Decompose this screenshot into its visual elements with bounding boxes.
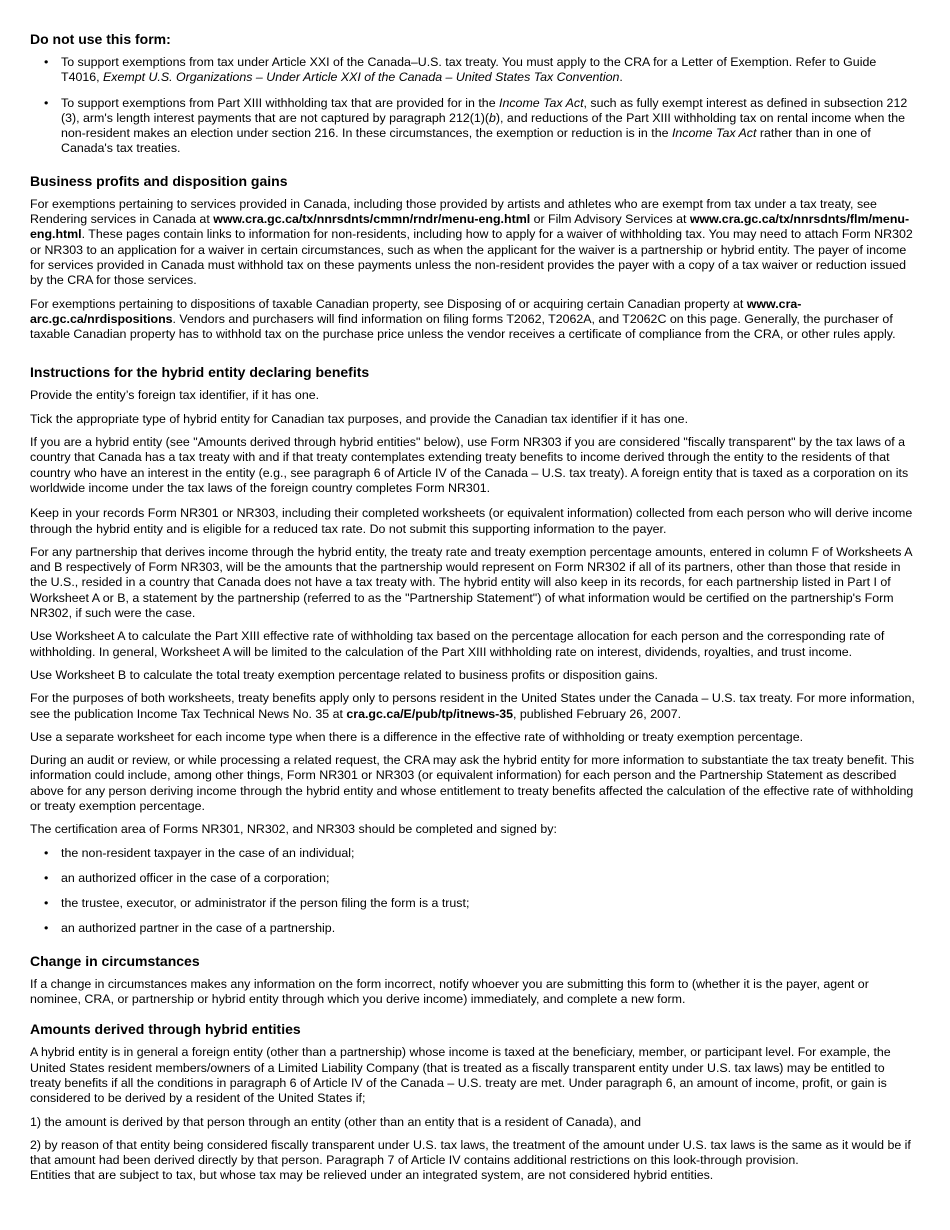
paragraph: Entities that are subject to tax, but whose tax may be relieved under an integrated system, are not considered hybrid entities.: [30, 1168, 714, 1183]
list-item: • To support exemptions from Part XIII withholding tax that are provided for in the Income Tax Act, such as fully exempt interest as defined in subsection 212 (3), arm's length interest payments that are not captured by paragraph 212(1)(b), and reductions of the Part XIII withholding tax on rental income when the non-resident makes an election under section 216. In these circumstances, the exemption or reduction is in the Income Tax Act rather than in one of Canada's tax treaties.: [30, 96, 918, 157]
paragraph: Use Worksheet B to calculate the total treaty exemption percentage related to business profits or disposition gains.: [30, 667, 658, 682]
film-advisory-link[interactable]: www.cra.gc.ca/tx/nnrsdnts/flm/menu-eng.html: [30, 212, 910, 242]
instructions-heading: Instructions for the hybrid entity declaring benefits: [30, 364, 370, 381]
paragraph: A hybrid entity is in general a foreign entity (other than a partnership) whose income is taxed at the beneficiary, member, or participant level. For example, the United States resident members/owners of a Limited Liability Company (that is treated as a fiscally transparent entity under U.S. tax laws) may be entitled to treaty benefits if all the conditions in paragraph 6 of Article IV of the Canada – U.S. treaty are met. Under paragraph 6, an amount of income, profit, or gain is considered to be derived by a resident of the United States if;: [30, 1045, 891, 1106]
change-heading: Change in circumstances: [30, 952, 200, 969]
paragraph: Use Worksheet A to calculate the Part XIII effective rate of withholding tax based on the percentage allocation for each person and the corresponding rate of withholding. In general, Worksheet A will be limited to the calculation of the Part XIII withholding rate on interest, dividends, royalties, and trust income.: [30, 629, 885, 659]
dispositions-paragraph: For exemptions pertaining to dispositions of taxable Canadian property, see Disposing of or acquiring certain Canadian property at www.cra-arc.gc.ca/nrdispositions. Vendors and purchasers will find information on filing forms T2062, T2062A, and T2062C on this page. Generally, the purchaser of taxable Canadian property has to withhold tax on the purchase price unless the vendor receives a certificate of compliance from the CRA, or other rules apply.: [30, 296, 896, 342]
business-profits-section: [30, 173, 918, 343]
signers-list: [30, 846, 918, 937]
paragraph: For the purposes of both worksheets, treaty benefits apply only to persons resident in the United States under the Canada – U.S. tax treaty. For more information, see the publication Income Tax Technical News No. 35 at cra.gc.ca/E/pub/tp/itnews-35, published February 26, 2007.: [30, 691, 915, 721]
do-not-use-list: [30, 55, 918, 157]
paragraph: Keep in your records Form NR301 or NR303, including their completed worksheets (or equivalent information) collected from each person who will derive income through the hybrid entity and is eligible for a reduced tax rate. Do not submit this supporting information to the payer.: [30, 506, 913, 536]
paragraph: Provide the entity’s foreign tax identifier, if it has one.: [30, 388, 320, 403]
business-profits-heading: Business profits and disposition gains: [30, 172, 288, 189]
paragraph: If a change in circumstances makes any information on the form incorrect, notify whoever you are submitting this form to (whether it is the payer, agent or nominee, CRA, or partnership or hybrid entity through which you derive income) immediately, and complete a new form.: [30, 976, 869, 1007]
change-section: [30, 953, 918, 1008]
paragraph: The certification area of Forms NR301, NR302, and NR303 should be completed and signed by:: [30, 822, 557, 837]
paragraph: For any partnership that derives income through the hybrid entity, the treaty rate and treaty exemption percentage amounts, entered in column F of Worksheets A and B respectively of Form NR303, will be the amounts that the partnership would represent on Form NR302 if all of its partners, other than those that reside in the U.S., resided in a country that Canada does not have a tax treaty with. The hybrid entity will also keep in its records, for each partnership listed in Part I of Worksheet A or B, a statement by the partnership (referred to as the "Partnership Statement") of what information would be certified on the partnership's Form NR302, if such were the case.: [30, 544, 912, 621]
paragraph: 2) by reason of that entity being considered fiscally transparent under U.S. tax laws, the treatment of the amount under U.S. tax laws is the same as it would be if that amount had been derived directly by that person. Paragraph 7 of Article IV contains additional restrictions on this look-through provision.: [30, 1137, 911, 1168]
amounts-heading: Amounts derived through hybrid entities: [30, 1021, 301, 1038]
list-item: • an authorized partner in the case of a partnership.: [30, 921, 918, 936]
paragraph: Use a separate worksheet for each income type when there is a difference in the effective rate of withholding or treaty exemption percentage.: [30, 729, 804, 744]
list-item: • the non-resident taxpayer in the case of an individual;: [30, 846, 918, 861]
list-item: • To support exemptions from tax under Article XXI of the Canada–U.S. tax treaty. You must apply to the CRA for a Letter of Exemption. Refer to Guide T4016, Exempt U.S. Organizations – Under Article XXI of the Canada – United States Tax Convention.: [30, 55, 918, 86]
amounts-section: [30, 1021, 918, 1183]
dispositions-link[interactable]: www.cra-arc.gc.ca/nrdispositions: [30, 296, 802, 326]
instructions-section: [30, 364, 918, 936]
list-item: • an authorized officer in the case of a corporation;: [30, 871, 918, 886]
paragraph: During an audit or review, or while processing a related request, the CRA may ask the hybrid entity for more information to substantiate the tax treaty benefit. This information could include, among other things, Form NR301 or NR303 (or equivalent information) for each person and the Partnership Statement as described above for any person deriving income through the hybrid entity and whose entitlement to treaty benefits affected the calculation of the effective rate of withholding or treaty exemption percentage.: [30, 753, 915, 813]
paragraph: Tick the appropriate type of hybrid entity for Canadian tax purposes, and provide the Canadian tax identifier if it has one.: [30, 411, 689, 426]
rendering-services-link[interactable]: www.cra.gc.ca/tx/nnrsdnts/cmmn/rndr/menu-eng.html: [213, 212, 531, 227]
services-paragraph: For exemptions pertaining to services provided in Canada, including those provided by artists and athletes who are exempt from tax under a tax treaty, see Rendering services in Canada at www.cra.gc.ca/tx/nnrsdnts/cmmn/rndr/menu-eng.html or Film Advisory Services at www.cra.gc.ca/tx/nnrsdnts/flm/menu-eng.html. These pages contain links to information for non-residents, including how to apply for a waiver of withholding tax. You may need to attach Form NR302 or NR303 to an application for a waiver in certain circumstances, such as when the applicant for the waiver is a partnership or hybrid entity. The payer of income for services provided in Canada must withhold tax on these payments unless the non-resident provides the payer with a copy of a tax waiver or reduction issued by the CRA for those services.: [30, 196, 913, 288]
itnews-link[interactable]: cra.gc.ca/E/pub/tp/itnews-35: [346, 706, 514, 721]
list-item: • the trustee, executor, or administrator if the person filing the form is a trust;: [30, 896, 918, 911]
paragraph: If you are a hybrid entity (see "Amounts derived through hybrid entities" below), use Form NR303 if you are considered "fiscally transparent" by the tax laws of a country that Canada has a tax treaty with and if that treaty contemplates extending treaty benefits to income derived through the entity to the residents of that country who have an interest in the entity (e.g., see paragraph 6 of Article IV of the Canada – U.S. tax treaty). A foreign entity that is taxed as a corporation on its worldwide income under the tax laws of the foreign country completes Form NR301.: [30, 435, 909, 495]
do-not-use-heading: Do not use this form:: [30, 31, 171, 47]
paragraph: 1) the amount is derived by that person through an entity (other than an entity that is a resident of Canada), and: [30, 1114, 641, 1129]
do-not-use-section: [30, 31, 918, 157]
